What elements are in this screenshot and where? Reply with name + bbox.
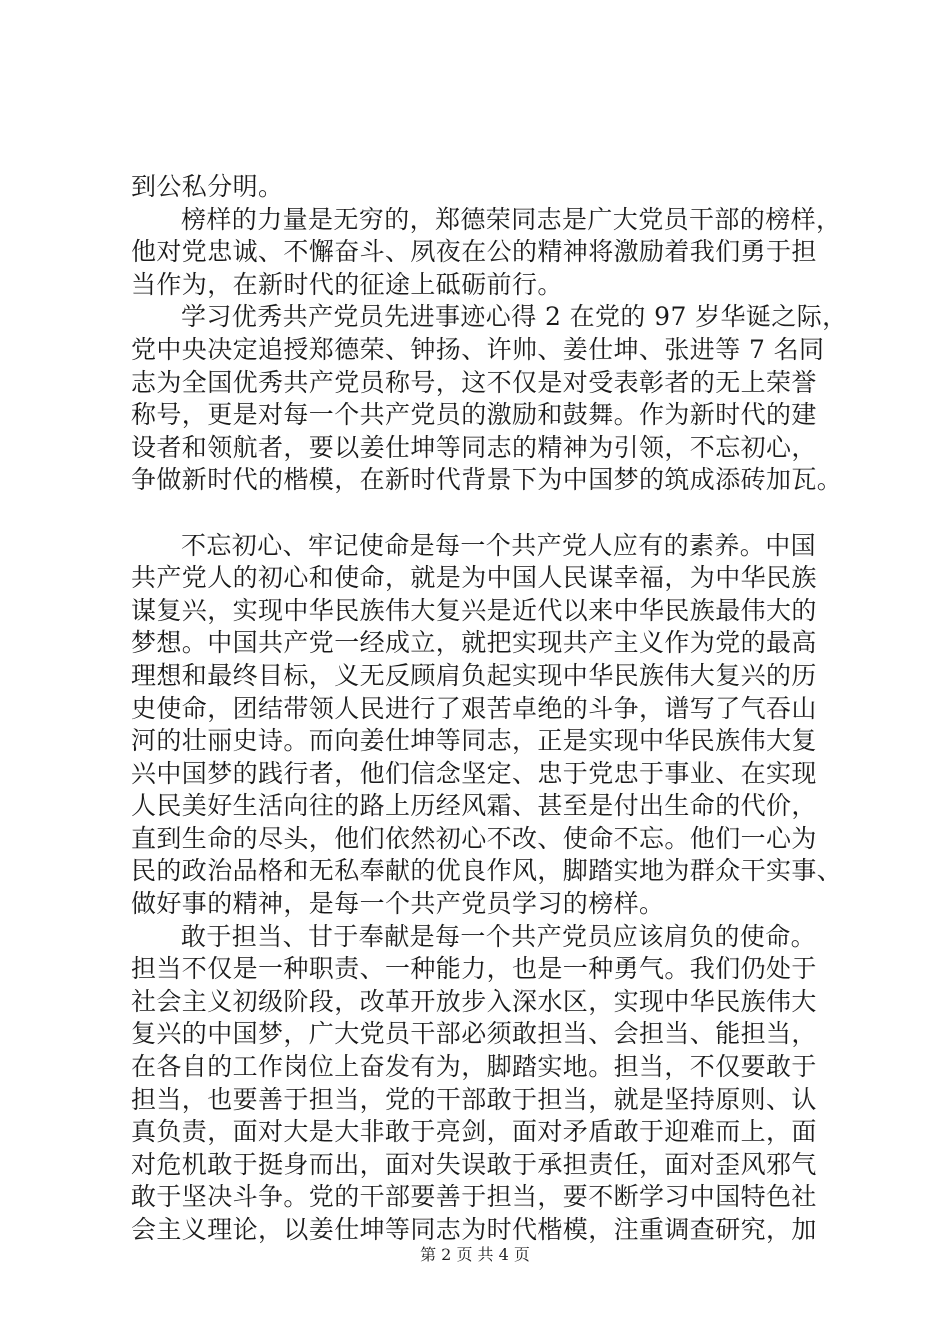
paragraph-line: 梦想。中国共产党一经成立，就把实现共产主义作为党的最高 — [131, 628, 817, 658]
paragraph-line: 真负责，面对大是大非敢于亮剑，面对矛盾敢于迎难而上，面 — [131, 1117, 817, 1147]
paragraph-line: 争做新时代的楷模，在新时代背景下为中国梦的筑成添砖加瓦。 — [131, 465, 843, 495]
paragraph-line: 担当，也要善于担当，党的干部敢于担当，就是坚持原则、认 — [131, 1084, 817, 1114]
paragraph-line: 到公私分明。 — [131, 172, 284, 201]
paragraph-gap — [131, 497, 831, 530]
paragraph-line: 民的政治品格和无私奉献的优良作风，脚踏实地为群众干实事、 — [131, 856, 843, 886]
paragraph-line: 称号，更是对每一个共产党员的激励和鼓舞。作为新时代的建 — [131, 400, 817, 430]
paragraph-line: 敢于担当、甘于奉献是每一个共产党员应该肩负的使命。 — [181, 921, 817, 951]
paragraph-line: 敢于坚决斗争。党的干部要善于担当，要不断学习中国特色社 — [131, 1182, 817, 1212]
paragraph-line: 社会主义初级阶段，改革开放步入深水区，实现中华民族伟大 — [131, 986, 817, 1016]
paragraph-line: 在各自的工作岗位上奋发有为，脚踏实地。担当，不仅要敢于 — [131, 1052, 817, 1082]
body-text — [131, 171, 848, 1247]
paragraph-line: 谋复兴，实现中华民族伟大复兴是近代以来中华民族最伟大的 — [131, 595, 817, 625]
page-number-footer: 第 2 页 共 4 页 — [420, 1245, 530, 1264]
paragraph-line: 志为全国优秀共产党员称号，这不仅是对受表彰者的无上荣誉 — [131, 367, 817, 397]
paragraph-line: 学习优秀共产党员先进事迹心得 2 在党的 97 岁华诞之际， — [181, 302, 848, 332]
paragraph-line: 当作为，在新时代的征途上砥砺前行。 — [131, 269, 563, 299]
paragraph-line: 兴中国梦的践行者，他们信念坚定、忠于党忠于事业、在实现 — [131, 758, 817, 788]
paragraph-line: 河的壮丽史诗。而向姜仕坤等同志，正是实现中华民族伟大复 — [131, 726, 817, 756]
paragraph-line: 人民美好生活向往的路上历经风霜、甚至是付出生命的代价， — [131, 791, 817, 821]
paragraph-line: 史使命，团结带领人民进行了艰苦卓绝的斗争，谱写了气吞山 — [131, 693, 817, 723]
paragraph-line: 理想和最终目标，义无反顾肩负起实现中华民族伟大复兴的历 — [131, 660, 817, 690]
paragraph-line: 担当不仅是一种职责、一种能力，也是一种勇气。我们仍处于 — [131, 954, 817, 984]
paragraph-line: 做好事的精神，是每一个共产党员学习的榜样。 — [131, 889, 665, 919]
paragraph-line: 不忘初心、牢记使命是每一个共产党人应有的素养。中国 — [181, 530, 817, 560]
paragraph-line: 复兴的中国梦，广大党员干部必须敢担当、会担当、能担当， — [131, 1019, 817, 1049]
paragraph-line: 党中央决定追授郑德荣、钟扬、许帅、姜仕坤、张进等 7 名同 — [131, 334, 825, 364]
paragraph-line: 共产党人的初心和使命，就是为中国人民谋幸福，为中华民族 — [131, 563, 817, 593]
paragraph-line: 直到生命的尽头，他们依然初心不改、使命不忘。他们一心为 — [131, 823, 817, 853]
paragraph-line: 对危机敢于挺身而出，面对失误敢于承担责任，面对歪风邪气 — [131, 1149, 817, 1179]
paragraph-line: 他对党忠诚、不懈奋斗、夙夜在公的精神将激励着我们勇于担 — [131, 237, 817, 267]
paragraph-line: 设者和领航者，要以姜仕坤等同志的精神为引领，不忘初心， — [131, 432, 817, 462]
paragraph-line: 榜样的力量是无穷的，郑德荣同志是广大党员干部的榜样， — [181, 204, 842, 234]
paragraph-line: 会主义理论，以姜仕坤等同志为时代楷模，注重调查研究，加 — [131, 1215, 817, 1244]
